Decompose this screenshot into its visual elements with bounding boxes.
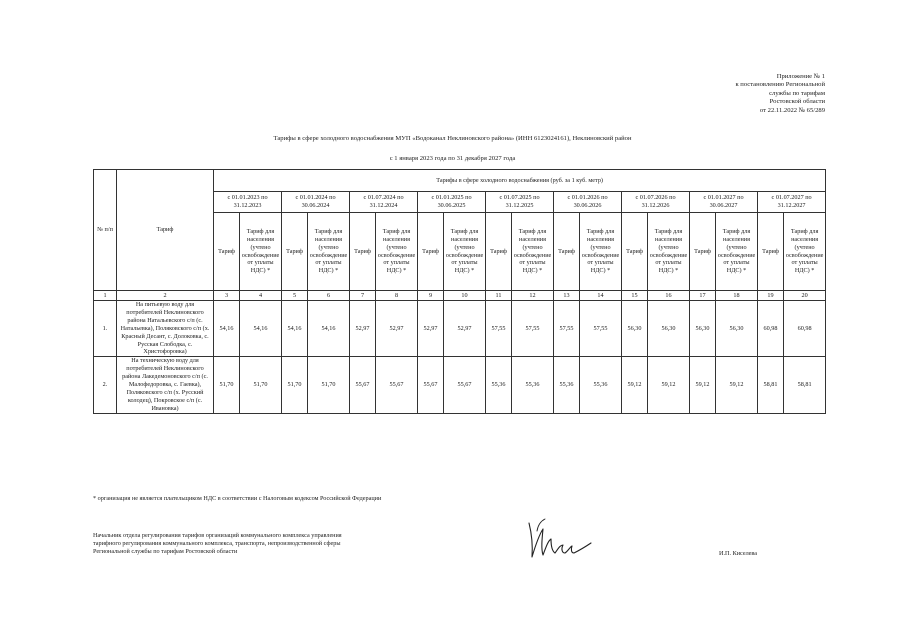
subheader-tariff: Тариф	[350, 213, 376, 291]
tariff-value: 52,97	[418, 301, 444, 357]
tariff-value: 60,98	[758, 301, 784, 357]
column-number: 10	[444, 291, 486, 301]
period-header: с 01.01.2025 по 30.06.2025	[418, 192, 486, 213]
period-header: с 01.01.2023 по 31.12.2023	[214, 192, 282, 213]
tariff-value: 57,55	[554, 301, 580, 357]
tariff-value: 54,16	[282, 301, 308, 357]
subheader-population-tariff: Тариф для населения (учтено освобождение от уплаты НДС) *	[308, 213, 350, 291]
handwritten-signature	[515, 513, 605, 568]
signer-name: И.П. Киселева	[719, 550, 758, 557]
column-number: 20	[784, 291, 826, 301]
subheader-population-tariff: Тариф для населения (учтено освобождение от уплаты НДС) *	[376, 213, 418, 291]
row-tariff-name: На питьевую воду для потребителей Неклиновского района Натальевского с/п (с. Натальевка), Поляковского с/п (х. Красный Десант, с. Долоковка, с. Русская Слободка, с. Христофоровка)	[117, 301, 214, 357]
period-header: с 01.07.2026 по 31.12.2026	[622, 192, 690, 213]
tariff-value: 51,70	[308, 357, 350, 413]
appendix-line: к постановлению Региональной	[735, 81, 825, 89]
subheader-tariff: Тариф	[214, 213, 240, 291]
tariff-value: 59,12	[622, 357, 648, 413]
tariff-value: 54,16	[240, 301, 282, 357]
tariff-value: 56,30	[690, 301, 716, 357]
row-number: 2.	[94, 357, 117, 413]
tariff-value: 59,12	[690, 357, 716, 413]
tariff-value: 59,12	[648, 357, 690, 413]
tariff-value: 52,97	[444, 301, 486, 357]
tariff-value: 59,12	[716, 357, 758, 413]
tariff-value: 55,67	[418, 357, 444, 413]
period-header: с 01.01.2026 по 30.06.2026	[554, 192, 622, 213]
column-number: 15	[622, 291, 648, 301]
column-number: 14	[580, 291, 622, 301]
tariff-value: 56,30	[716, 301, 758, 357]
signer-position	[93, 532, 342, 557]
tariff-value: 55,67	[350, 357, 376, 413]
subheader-tariff: Тариф	[486, 213, 512, 291]
column-number: 18	[716, 291, 758, 301]
period-header: с 01.01.2027 по 30.06.2027	[690, 192, 758, 213]
subheader-population-tariff: Тариф для населения (учтено освобождение от уплаты НДС) *	[240, 213, 282, 291]
signer-position-line: тарифного регулирования коммунального комплекса, транспорта, непроизводственной сферы	[93, 540, 341, 548]
subheader-population-tariff: Тариф для населения (учтено освобождение от уплаты НДС) *	[716, 213, 758, 291]
column-number: 4	[240, 291, 282, 301]
tariff-value: 56,30	[648, 301, 690, 357]
tariff-value: 54,16	[214, 301, 240, 357]
period-header: с 01.07.2024 по 31.12.2024	[350, 192, 418, 213]
appendix-line: Ростовской области	[769, 98, 825, 106]
tariff-value: 51,70	[240, 357, 282, 413]
column-number: 19	[758, 291, 784, 301]
tariff-value: 55,36	[512, 357, 554, 413]
column-number: 3	[214, 291, 240, 301]
tariff-value: 58,81	[784, 357, 826, 413]
tariff-value: 57,55	[486, 301, 512, 357]
column-number: 2	[117, 291, 214, 301]
subheader-population-tariff: Тариф для населения (учтено освобождение от уплаты НДС) *	[512, 213, 554, 291]
tariff-value: 58,81	[758, 357, 784, 413]
header-number: № п/п	[94, 170, 117, 291]
column-number: 17	[690, 291, 716, 301]
subheader-tariff: Тариф	[418, 213, 444, 291]
period-header: с 01.01.2024 по 30.06.2024	[282, 192, 350, 213]
appendix-line: Приложение № 1	[776, 73, 825, 80]
subheader-tariff: Тариф	[690, 213, 716, 291]
header-tariff: Тариф	[117, 170, 214, 291]
appendix-line: от 22.11.2022 № 65/289	[759, 106, 825, 114]
column-number: 12	[512, 291, 554, 301]
signer-position-line: Региональной службы по тарифам Ростовской области	[93, 548, 238, 556]
column-number: 16	[648, 291, 690, 301]
tariff-value: 54,16	[308, 301, 350, 357]
table-row	[94, 301, 826, 357]
document-period: с 1 января 2023 года по 31 декабря 2027 года	[389, 155, 516, 162]
tariff-value: 57,55	[580, 301, 622, 357]
subheader-tariff: Тариф	[758, 213, 784, 291]
appendix-block	[735, 73, 825, 115]
period-header: с 01.07.2027 по 31.12.2027	[758, 192, 826, 213]
subheader-tariff: Тариф	[622, 213, 648, 291]
subheader-population-tariff: Тариф для населения (учтено освобождение от уплаты НДС) *	[444, 213, 486, 291]
tariff-value: 52,97	[376, 301, 418, 357]
tariff-value: 55,36	[486, 357, 512, 413]
tariff-value: 57,55	[512, 301, 554, 357]
column-number: 11	[486, 291, 512, 301]
column-number: 1	[94, 291, 117, 301]
tariff-value: 55,67	[444, 357, 486, 413]
tariff-value: 51,70	[282, 357, 308, 413]
subheader-population-tariff: Тариф для населения (учтено освобождение от уплаты НДС) *	[580, 213, 622, 291]
row-tariff-name: На техническую воду для потребителей Неклиновского района Лакедемоновского с/п (с. Малофедоровка, с. Гаевка), Поляковского с/п (х. Русский колодец), Покровское с/п (с. Ивановка)	[117, 357, 214, 413]
column-number: 7	[350, 291, 376, 301]
tariff-value: 55,67	[376, 357, 418, 413]
footnote: * организация не является плательщиком НДС в соответствии с Налоговым кодексом Российской Федерации	[93, 495, 382, 502]
tariff-value: 51,70	[214, 357, 240, 413]
document-title: Тарифы в сфере холодного водоснабжения МУП «Водоканал Неклиновского района» (ИНН 6123024161), Неклиновский район	[273, 135, 632, 142]
tariff-value: 55,36	[580, 357, 622, 413]
subheader-population-tariff: Тариф для населения (учтено освобождение от уплаты НДС) *	[648, 213, 690, 291]
column-number: 9	[418, 291, 444, 301]
column-number: 5	[282, 291, 308, 301]
tariff-value: 55,36	[554, 357, 580, 413]
tariff-value: 52,97	[350, 301, 376, 357]
signer-position-line: Начальник отдела регулирования тарифов организаций коммунального комплекса управления	[93, 532, 342, 539]
tariff-value: 56,30	[622, 301, 648, 357]
column-number: 6	[308, 291, 350, 301]
table-row	[94, 357, 826, 413]
column-number: 8	[376, 291, 418, 301]
appendix-line: службы по тарифам	[769, 89, 825, 97]
row-number: 1.	[94, 301, 117, 357]
subheader-population-tariff: Тариф для населения (учтено освобождение от уплаты НДС) *	[784, 213, 826, 291]
tariff-value: 60,98	[784, 301, 826, 357]
subheader-tariff: Тариф	[554, 213, 580, 291]
tariff-table	[93, 169, 826, 414]
period-header: с 01.07.2025 по 31.12.2025	[486, 192, 554, 213]
column-number: 13	[554, 291, 580, 301]
header-group: Тарифы в сфере холодного водоснабжения (руб. за 1 куб. метр)	[214, 170, 826, 192]
subheader-tariff: Тариф	[282, 213, 308, 291]
